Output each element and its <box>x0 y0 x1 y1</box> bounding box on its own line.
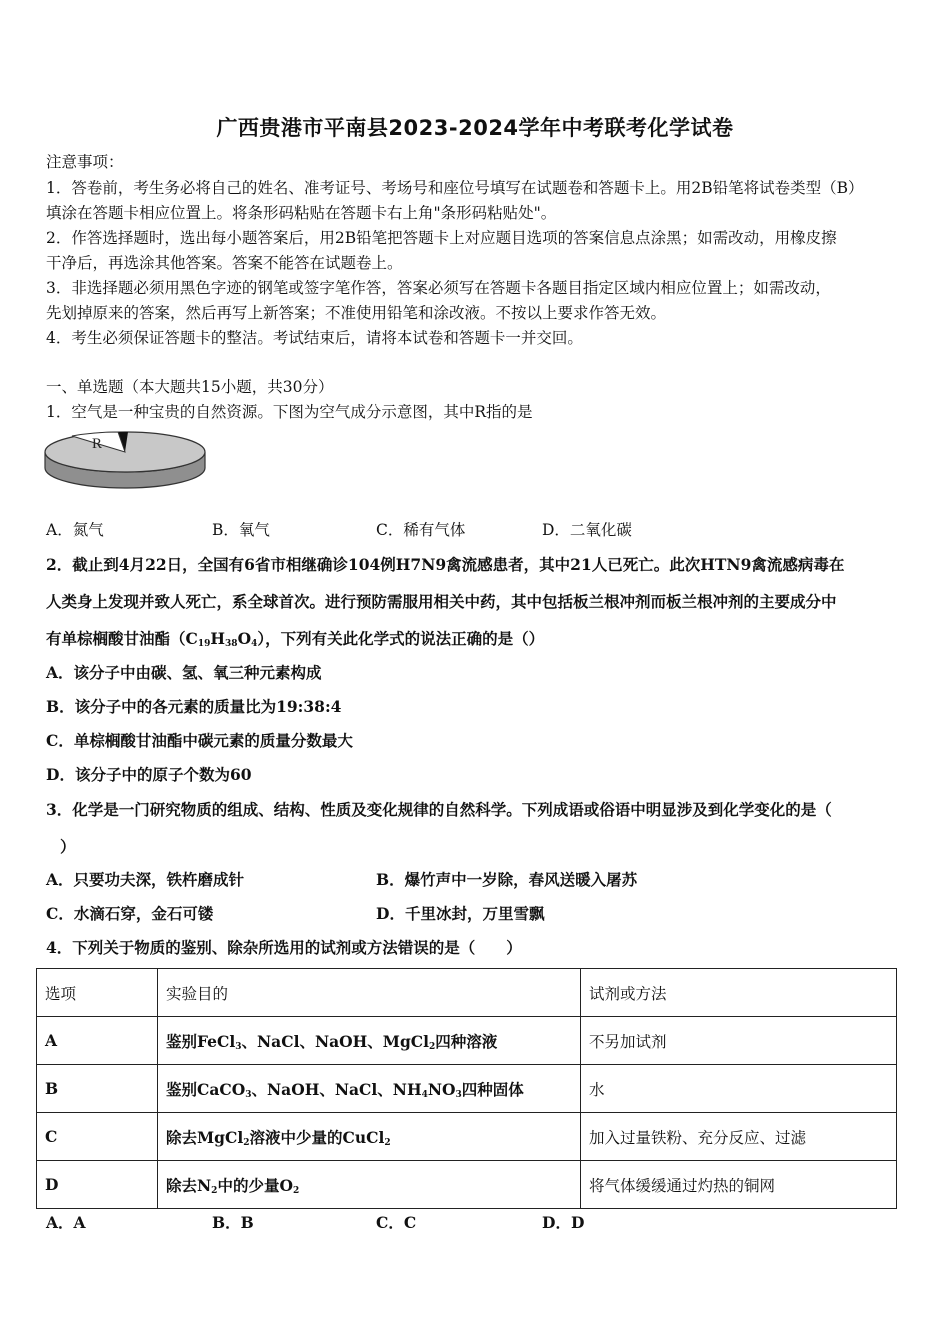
header-option: 选项 <box>37 969 158 1017</box>
notice-line: 干净后，再选涂其他答案。答案不能答在试题卷上。 <box>46 254 403 272</box>
cell-text: 鉴别FeCl <box>166 1031 236 1051</box>
cell-text: 溶液中少量的CuCl <box>249 1127 385 1147</box>
q2-option-b: B．该分子中的各元素的质量比为19:38:4 <box>46 697 342 716</box>
row-method: 不另加试剂 <box>581 1017 897 1065</box>
formula-subscript: 3 <box>245 1089 252 1100</box>
formula-subscript: 4 <box>251 639 258 649</box>
notice-line: 填涂在答题卡相应位置上。将条形码粘贴在答题卡右上角"条形码粘贴处"。 <box>46 204 557 222</box>
q1-option-c: C．稀有气体 <box>376 521 466 539</box>
table-row <box>37 1161 897 1209</box>
q4-option-d: D．D <box>542 1213 585 1232</box>
cell-text: 四种溶液 <box>435 1031 498 1051</box>
q2-stem-line: 人类身上发现并致人死亡，系全球首次。进行预防需服用相关中药，其中包括板兰根冲剂而板兰根冲剂的主要成分中 <box>46 592 837 611</box>
q2-option-a: A．该分子中由碳、氢、氧三种元素构成 <box>46 663 322 682</box>
formula-subscript: 38 <box>225 639 238 649</box>
q2-stem-line: 2．截止到4月22日，全国有6省市相继确诊104例H7N9禽流感患者，其中21人已死亡。此次HTN9禽流感病毒在 <box>46 555 845 574</box>
row-option: C <box>37 1113 158 1161</box>
q2-text: 有单棕榈酸甘油酯（C <box>46 629 198 648</box>
notice-heading: 注意事项： <box>46 153 124 171</box>
cell-text: 中的少量O <box>217 1175 293 1195</box>
formula-subscript: 2 <box>429 1041 436 1052</box>
row-option: B <box>37 1065 158 1113</box>
q2-option-d: D．该分子中的原子个数为60 <box>46 765 252 784</box>
header-purpose: 实验目的 <box>158 969 581 1017</box>
formula-subscript: 19 <box>197 639 211 649</box>
header-method: 试剂或方法 <box>581 969 897 1017</box>
formula-subscript: 3 <box>455 1089 462 1100</box>
notice-line: 4．考生必须保证答题卡的整洁。考试结束后，请将本试卷和答题卡一并交回。 <box>46 329 583 347</box>
notice-line: 1．答卷前，考生务必将自己的姓名、准考证号、考场号和座位号填写在试题卷和答题卡上。用2B铅笔将试卷类型（B） <box>46 179 864 197</box>
row-purpose <box>158 1113 581 1161</box>
q1-option-b: B．氧气 <box>212 521 270 539</box>
formula-subscript: 3 <box>235 1041 242 1052</box>
cell-text: 、NaCl、NaOH、MgCl <box>241 1031 430 1051</box>
q3-option-d: D．千里冰封，万里雪飘 <box>376 904 545 923</box>
q2-text: H <box>210 629 226 648</box>
notice-line: 先划掉原来的答案，然后再写上新答案；不准使用铅笔和涂改液。不按以上要求作答无效。 <box>46 304 667 322</box>
q3-option-c: C．水滴石穿，金石可镂 <box>46 904 214 923</box>
cell-text: 、NaOH、NaCl、NH <box>251 1079 422 1099</box>
q3-option-b: B．爆竹声中一岁除，春风送暖入屠苏 <box>376 870 638 889</box>
row-option: D <box>37 1161 158 1209</box>
q1-option-a: A．氮气 <box>46 521 104 539</box>
row-method: 将气体缓缓通过灼热的铜网 <box>581 1161 897 1209</box>
page-title: 广西贵港市平南县2023-2024学年中考联考化学试卷 <box>216 116 734 140</box>
formula-subscript: 2 <box>211 1185 218 1196</box>
q2-option-c: C．单棕榈酸甘油酯中碳元素的质量分数最大 <box>46 731 353 750</box>
q4-option-c: C．C <box>376 1213 417 1232</box>
pie-label-r: R <box>92 436 103 452</box>
q2-text: ），下列有关此化学式的说法正确的是（） <box>257 629 545 648</box>
notice-line: 2．作答选择题时，选出每小题答案后，用2B铅笔把答题卡上对应题目选项的答案信息点涂黑；如需改动，用橡皮擦 <box>46 229 837 247</box>
q1-option-d: D．二氧化碳 <box>542 521 632 539</box>
q3-option-a: A．只要功夫深，铁杵磨成针 <box>46 870 245 889</box>
cell-text: 四种固体 <box>461 1079 524 1099</box>
formula-subscript: 2 <box>292 1185 300 1196</box>
q1-stem: 1．空气是一种宝贵的自然资源。下图为空气成分示意图，其中R指的是 <box>46 403 533 421</box>
q3-stem-line: 3．化学是一门研究物质的组成、结构、性质及变化规律的自然科学。下列成语或俗语中明显涉及到化学变化的是（ <box>46 800 832 819</box>
row-option: A <box>37 1017 158 1065</box>
row-purpose <box>158 1161 581 1209</box>
table-row <box>37 1017 897 1065</box>
row-method: 水 <box>581 1065 897 1113</box>
table-row <box>37 1113 897 1161</box>
q4-option-a: A．A <box>46 1213 86 1232</box>
air-composition-pie-figure <box>42 428 208 492</box>
formula-subscript: 4 <box>421 1089 428 1100</box>
q4-option-b: B．B <box>212 1213 254 1232</box>
cell-text: 除去N <box>166 1175 212 1195</box>
q2-text: O <box>237 629 252 648</box>
cell-text: NO <box>427 1079 456 1099</box>
table-row <box>37 1065 897 1113</box>
row-purpose <box>158 1017 581 1065</box>
section-heading: 一、单选题（本大题共15小题，共30分） <box>46 378 334 396</box>
formula-subscript: 2 <box>384 1137 391 1148</box>
q4-table <box>36 968 897 1209</box>
formula-subscript: 2 <box>243 1137 250 1148</box>
cell-text: 除去MgCl <box>166 1127 244 1147</box>
notice-line: 3．非选择题必须用黑色字迹的钢笔或签字笔作答，答案必须写在答题卡各题目指定区域内相应位置上；如需改动， <box>46 279 831 297</box>
row-method: 加入过量铁粉、充分反应、过滤 <box>581 1113 897 1161</box>
q2-stem-line <box>46 629 544 654</box>
q4-stem: 4．下列关于物质的鉴别、除杂所选用的试剂或方法错误的是（ ） <box>46 938 522 957</box>
row-purpose <box>158 1065 581 1113</box>
q3-stem-line: ） <box>60 837 76 856</box>
table-header-row <box>37 969 897 1017</box>
cell-text: 鉴别CaCO <box>166 1079 246 1099</box>
